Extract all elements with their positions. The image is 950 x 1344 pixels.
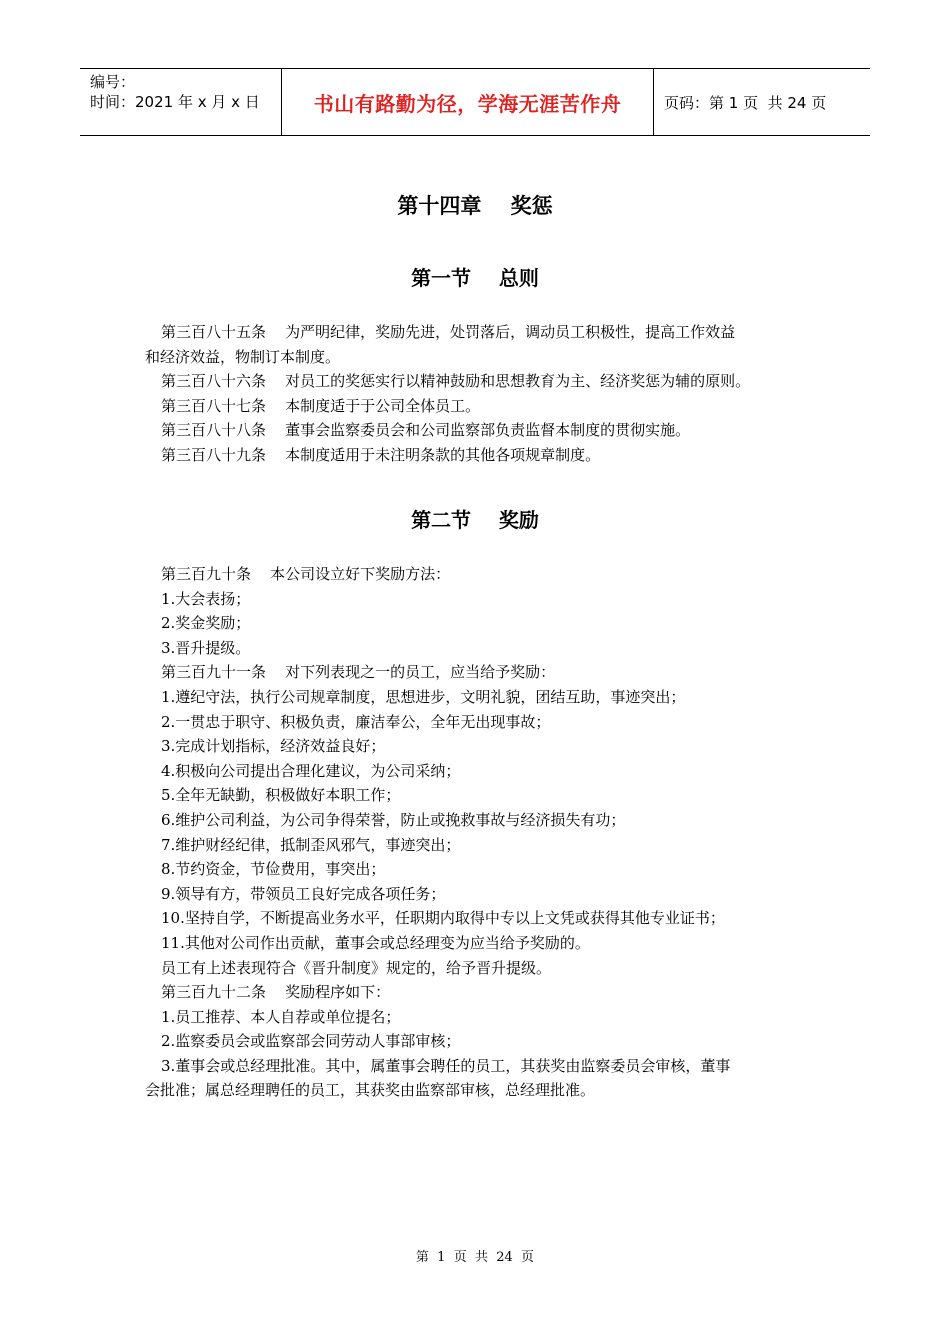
list-item-cont: 会批准；属总经理聘任的员工，其获奖由监察部审核，总经理批准。 [145, 1081, 596, 1100]
list-item: 1.遵纪守法，执行公司规章制度，思想进步，文明礼貌，团结互助，事迹突出； [161, 687, 686, 706]
time-label: 时间：2021 年 x 月 x 日 [90, 93, 260, 111]
section-rewards-body [145, 562, 810, 1103]
list-item: 3.董事会或总经理批准。其中，属董事会聘任的员工，其获奖由监察委员会审核，董事 [161, 1056, 731, 1075]
section-title-rewards: 第二节 奖励 [411, 508, 539, 532]
list-item: 2.奖金奖励； [161, 614, 251, 633]
list-item: 2.监察委员会或监察部会同劳动人事部审核； [161, 1032, 461, 1051]
list-item: 3.晋升提级。 [161, 638, 251, 657]
list-item: 11.其他对公司作出贡献，董事会或总经理变为应当给予奖励的。 [161, 933, 590, 952]
list-item: 6.维护公司利益，为公司争得荣誉，防止或挽救事故与经济损失有功； [161, 810, 626, 829]
header-page-info [654, 69, 870, 135]
article-391: 第三百九十一条 对下列表现之一的员工，应当给予奖励： [161, 663, 556, 682]
list-item: 1.大会表扬； [161, 589, 251, 608]
list-item: 4.积极向公司提出合理化建议，为公司采纳； [161, 761, 461, 780]
number-label: 编号： [90, 73, 136, 91]
article-387: 第三百八十七条 本制度适于于公司全体员工。 [161, 396, 481, 415]
list-item: 10.坚持自学，不断提高业务水平，任职期内取得中专以上文凭或获得其他专业证书； [161, 909, 725, 928]
header-motto: 书山有路勤为径，学海无涯苦作舟 [281, 69, 654, 135]
list-item: 7.维护财经纪律，抵制歪风邪气，事迹突出； [161, 835, 461, 854]
list-item: 3.完成计划指标，经济效益良好； [161, 737, 386, 756]
article-385: 第三百八十五条 为严明纪律，奖励先进，处罚落后，调动员工积极性，提高工作效益 [161, 323, 736, 341]
list-item: 9.领导有方，带领员工良好完成各项任务； [161, 884, 446, 903]
section-general-body [145, 320, 810, 468]
article-385-cont: 和经济效益，物制订本制度。 [145, 347, 341, 366]
article-392: 第三百九十二条 奖励程序如下： [161, 983, 391, 1002]
list-item: 8.节约资金，节俭费用，事突出； [161, 860, 386, 879]
article-390: 第三百九十条 本公司设立好下奖励方法： [161, 565, 451, 583]
page-info-text: 页码：第 1 页 共 24 页 [664, 93, 827, 112]
article-386: 第三百八十六条 对员工的奖惩实行以精神鼓励和思想教育为主、经济奖惩为辅的原则。 [161, 372, 751, 391]
header-meta [80, 69, 281, 135]
article-388: 第三百八十八条 董事会监察委员会和公司监察部负责监督本制度的贯彻实施。 [161, 421, 691, 440]
page-footer: 第 1 页 共 24 页 [415, 1250, 535, 1265]
list-item: 2.一贯忠于职守、积极负责，廉洁奉公，全年无出现事故； [161, 712, 551, 731]
article-389: 第三百八十九条 本制度适用于未注明条款的其他各项规章制度。 [161, 445, 601, 464]
document-header [80, 68, 870, 136]
section-title-general: 第一节 总则 [411, 266, 539, 290]
chapter-title: 第十四章 奖惩 [397, 194, 553, 218]
list-item: 5.全年无缺勤，积极做好本职工作； [161, 786, 401, 805]
list-item: 1.员工推荐、本人自荐或单位提名； [161, 1007, 401, 1026]
promotion-note: 员工有上述表现符合《晋升制度》规定的，给予晋升提级。 [161, 958, 552, 977]
